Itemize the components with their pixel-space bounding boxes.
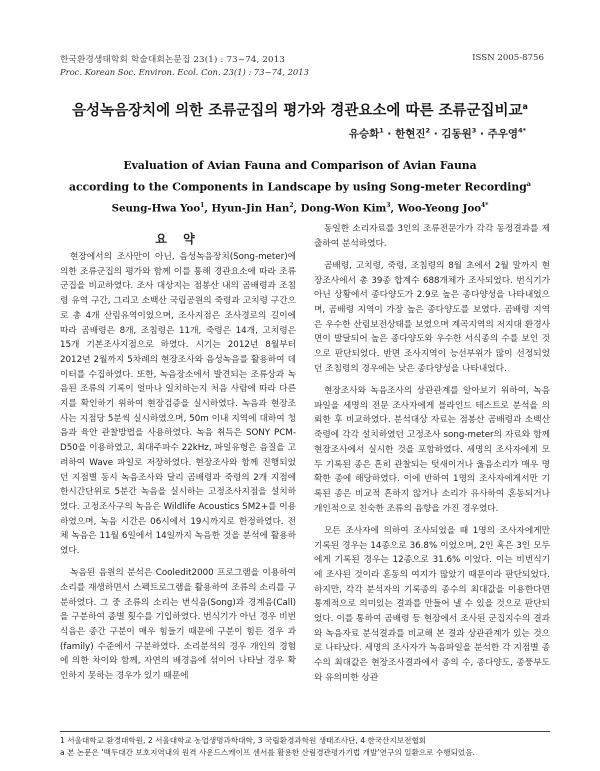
title-english-line1: Evaluation of Avian Fauna and Comparison of Avian Fauna — [123, 159, 477, 172]
author-en-affiliation: 4* — [481, 202, 489, 209]
author-ko: 한현진 — [395, 128, 426, 140]
author-en: Hyun-Jin Han — [211, 202, 290, 215]
footnote-affiliations: 1 서울대학교 환경대학원, 2 서울대학교 농업생명과학대학, 3 국립환경과학원 생태조사단, 4 한국산지보전협회 — [60, 736, 427, 745]
author-en-affiliation: 1 — [200, 202, 205, 209]
issn: ISSN 2005-8756 — [472, 53, 544, 63]
authors-english: Seung-Hwa Yoo$^1$, Hyun-Jin Han$^2$, Dong-Won Kim$^3$, Woo-Yeong Joo$^{4*}$ — [111, 202, 489, 215]
abstract-paragraph: 현장조사와 녹음조사의 상관관계를 알아보기 위하여, 녹음 파일을 세명의 전문 조사자에게 블라인드 테스트로 분석을 의뢰한 후 비교하였다. 분석대상 자료는 점봉산 곰배령과 소백산 죽령에 각각 설치하였던 고정조사 song-meter의 자료와 함께 현장조사에서 실시한 것을 포함하였다. 세명의 조사자에게 모두 기록된 종은 흔히 관찰되는 텃새이거나 울음소리가 매우 명확한 종에 해당하였다. 이에 반하여 1명의 조사자에게서만 기록된 종은 비교적 흔하지 않거나 소리가 유사하여 혼동되거나 개인적으로 친숙한 조류의 음향을 가진 경우였다. — [314, 386, 550, 514]
journal-header-korean: 한국환경생태학회 학술대회논문집 23(1) : 73~74, 2013 — [60, 55, 286, 65]
author-ko: 주우영 — [487, 128, 519, 140]
author-en: Seung-Hwa Yoo — [111, 202, 201, 215]
author-en-affiliation: 2 — [289, 202, 294, 209]
abstract-paragraph: 동일한 소리자료를 3인의 조류전문가가 각각 동정결과를 제출하여 분석하였다. — [314, 224, 550, 249]
author-ko-affiliation: 3 — [471, 126, 477, 135]
abstract-paragraph: 녹음된 음원의 분석은 Cooledit2000 프로그램을 이용하여 소리를 재생하면서 스펙트로그램을 활용하여 조류의 소리를 구분하였다. 그 중 조류의 소리는 번식음(Song)과 경계음(Call)을 구분하여 종별 횟수를 기입하였다. 번식기가 아닌 경우 비번식음은 종간 구분이 매우 힘들기 때문에 구분이 힘든 경우 과(family) 수준에서 구분하였다. 소리분석의 경우 개인의 경험에 의한 차이와 함께, 자연의 배경음에 섞이어 나타날 경우 확인하지 못하는 경우가 있기 때문에 — [60, 568, 296, 682]
abstract-paragraph: 모든 조사자에 의하여 조사되었을 때 1명의 조사자에게만 기록된 경우는 14종으로 36.8% 이었으며, 2인 혹은 3인 모두에게 기록된 경우는 12종으로 31.6% 이었다. 이는 비번식기에 조사된 것이라 혼동의 여지가 많았기 때문이라 판단되었다. 하지만, 각각 분석자의 기록종의 종수의 최대값을 이용한다면 통계적으로 의미있는 결과를 만들어 낼 수 있을 것으로 판단되었다. 이를 통하여 곰배령 등 현장에서 조사된 군집지수의 결과와 녹음자료 분석결과를 비교해 본 결과 상관관계가 있는 것으로 나타났다. 세명의 조사자가 녹음파일을 분석한 각 지점별 종 수의 최대값은 현장조사결과에서 종의 수, 종다양도, 종풍부도와 유의미한 상관 — [314, 525, 550, 683]
abstract-heading: 요 약 — [155, 232, 201, 246]
title-korean-footnote-marker: a — [522, 102, 528, 112]
abstract-paragraph: 곰배령, 고치령, 죽령, 조침령의 8월 초에서 2월 말까지 현장조사에서 총 39종 합계수 688개체가 조사되었다. 번식기가 아닌 상황에서 종다양도가 2.9로 높은 종다양성을 나타내었으며, 곰배령 지역이 가장 높은 종다양도를 보였다. 곰배령 지역은 우수한 산림보전상태를 보였으며 계곡지역의 저지대 환경사면이 발달되어 높은 종다양도와 우수한 서식종의 수를 보인 것으로 판단되었다. 반면 조사지역이 능선부위가 많이 선정되었던 조침령의 경우에는 낮은 종다양성을 나타내었다. — [314, 260, 550, 374]
author-ko-affiliation: 1 — [379, 126, 384, 135]
title-english-line2: according to the Components in Landscape by using Song-meter Recording — [69, 180, 527, 194]
title-english-footnote-marker: a — [526, 180, 531, 188]
title-english — [0, 156, 600, 197]
author-en: Dong-Won Kim — [300, 202, 387, 215]
abstract-paragraph: 현장에서의 조사만이 아닌, 음성녹음장치(Song-meter)에 의한 조류군집의 평가와 함께 이를 통해 경관요소에 따라 조류군집을 비교하였다. 조사 대상지는 점봉산 내의 곰배령과 조침령 유역 구간, 그리고 소백산 국립공원의 죽령과 고치령 구간으로 총 4개 산림유역이었으며, 조사지점은 조사경로의 길이에 따라 곰배령은 8개, 조침령은 11개, 죽령은 14개, 고치령은 15개 기본조사지점으로 하였다. 시기는 2012년 8월부터 2012년 2월까지 5차례의 현장조사와 음성녹음를 활용하여 데이터를 수집하였다. 또한, 녹음장소에서 발견되는 조류상과 녹음된 조류의 기록이 얼마나 일치하는지 처음 사람에 따라 다른지를 확인하기 위하여 현장검증을 실시하였다. 녹음과 현장조사는 지점당 5분씩 실시하였으며, 50m 이내 지역에 대하여 청음과 육안 관찰방법을 사용하였다. 녹음 취득은 SONY PCM-D50을 이용하였고, 최대주파수 22kHz, 파일유형은 음질을 고려하여 Wave 파일로 저장하였다. 현장조사와 함께 진행되었던 지점별 동시 녹음조사와 달리 곰배령과 죽령의 2개 지점에 한시간단위로 5분간 녹음을 실시하는 고정조사지점을 설치하였다. 고정조사구의 녹음은 Wildlife Acoustics SM2+를 이용하였으며, 녹음 시간은 06시에서 19시까지로 한정하였다. 전체 녹음은 11월 6일에서 14일까지 녹음한 것을 분석에 활용하였다. — [60, 252, 296, 557]
title-korean — [0, 99, 600, 120]
authors-korean: 유승화$^1$ · 한현진$^2$ · 김동원$^3$ · 주우영$^{4*}$ — [348, 126, 526, 140]
title-korean-text: 음성녹음장치에 의한 조류군집의 평가와 경관요소에 따른 조류군집비교 — [72, 103, 523, 119]
abstract-left-column — [60, 250, 296, 684]
author-ko: 김동원 — [441, 128, 472, 140]
author-ko-affiliation: 4* — [518, 126, 526, 135]
journal-header-english: Proc. Korean Soc. Environ. Ecol. Con. 23(1) : 73~74, 2013 — [60, 67, 309, 77]
author-ko: 유승화 — [348, 128, 380, 140]
footnote-funding: a 본 논문은 ‘백두대간 보호지역내의 원격 사운드스케이프 센서를 활용한 산림경관평가기법 개발’연구의 일환으로 수행되었음. — [60, 748, 475, 757]
footnotes — [60, 735, 560, 759]
author-ko-affiliation: 2 — [425, 126, 431, 135]
title-english-line2-wrap — [0, 175, 600, 197]
author-en-affiliation: 3 — [386, 202, 391, 209]
author-en: Woo-Yeong Joo — [397, 202, 482, 215]
footnote-divider — [60, 731, 550, 732]
abstract-right-column — [314, 222, 550, 686]
